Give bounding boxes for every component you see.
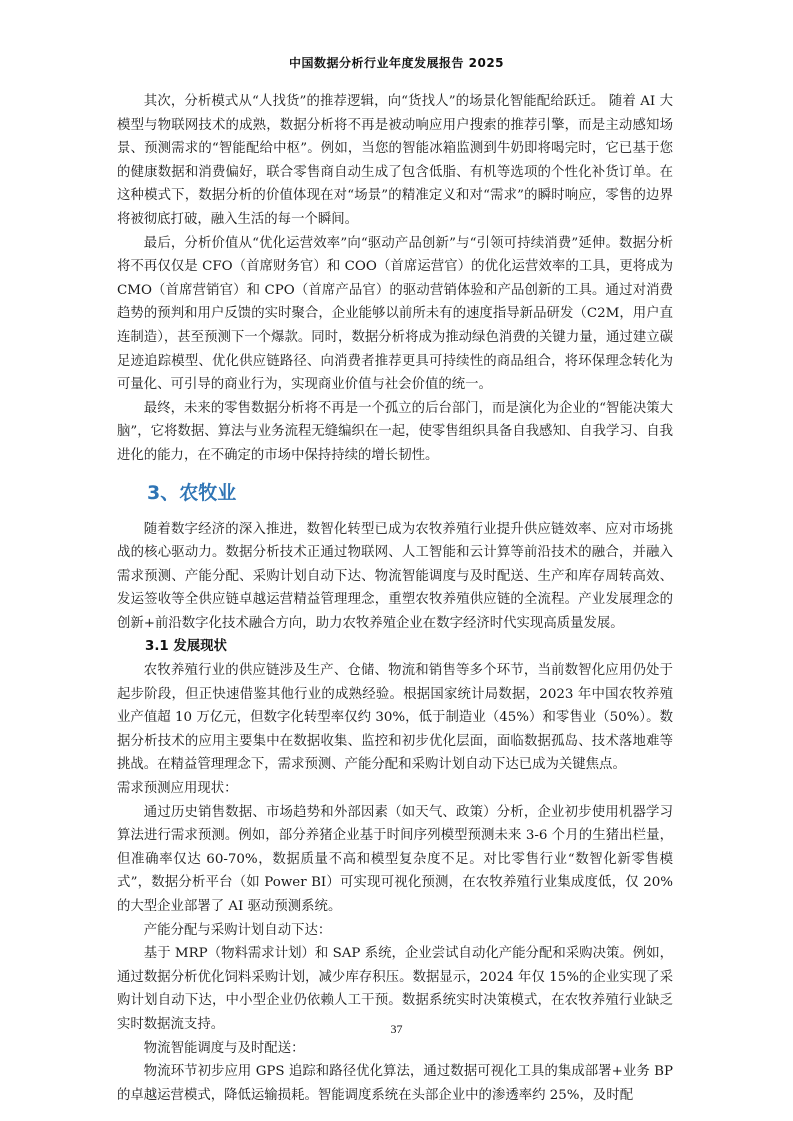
section-heading-agriculture: 3、农牧业 [147, 481, 237, 504]
paragraph-capacity-procurement: 基于 MRP（物料需求计划）和 SAP 系统，企业尝试自动化产能分配和采购决策。例如，通过数据分析优化饲料采购计划，减少库存积压。数据显示，2024 年仅 15%的企业实现了采购计划自动下达，中小型企业仍依赖人工干预。数据系统实时决策模式，在农牧养殖行业缺乏实时数据流支持。 [117, 946, 673, 1032]
paragraph-conclusion: 最终，未来的零售数据分析将不再是一个孤立的后台部门，而是演化为企业的“智能决策大脑”，它将数据、算法与业务流程无缝编织在一起，使零售组织具备自我感知、自我学习、自我进化的能力，在不确定的市场中保持持续的增长韧性。 [117, 400, 673, 463]
page-header-title: 中国数据分析行业年度发展报告 2025 [288, 56, 505, 70]
paragraph-analysis-value: 最后，分析价值从“优化运营效率”向“驱动产品创新”与“引领可持续消费”延伸。数据分析将不再仅仅是 CFO（首席财务官）和 COO（首席运营官）的优化运营效率的工具，更将成为 CMO（首席营销官）和 CPO（首席产品官）的驱动营销体验和产品创新的工具。通过对消费趋势的预判和用户反馈的实时聚合，企业能够以前所未有的速度指导新品研发（C2M，用户直连制造），甚至预测下一个爆款。同时，数据分析将成为推动绿色消费的关键力量，通过建立碳足迹追踪模型、优化供应链路径、向消费者推荐更具可持续性的商品组合，将环保理念转化为可量化、可引导的商业行为，实现商业价值与社会价值的统一。 [117, 235, 673, 393]
paragraph-logistics: 物流环节初步应用 GPS 追踪和路径优化算法，通过数据可视化工具的集成部署+业务 BP 的卓越运营模式，降低运输损耗。智能调度系统在头部企业中的渗透率约 25%，及时配 [117, 1064, 673, 1103]
label-demand-forecast: 需求预测应用现状： [117, 781, 238, 797]
paragraph-demand-forecast: 通过历史销售数据、市场趋势和外部因素（如天气、政策）分析，企业初步使用机器学习算法进行需求预测。例如，部分养猪企业基于时间序列模型预测未来 3-6 个月的生猪出栏量，但准确率仅达 60-70%，数据质量不高和模型复杂度不足。对比零售行业“数智化新零售模式”，数据分析平台（如 Power BI）可实现可视化预测，在农牧养殖行业集成度低，仅 20%的大型企业部署了 AI 驱动预测系统。 [117, 804, 673, 914]
label-logistics: 物流智能调度与及时配送： [143, 1040, 305, 1056]
page-number: 37 [390, 1022, 403, 1036]
paragraph-analysis-mode: 其次，分析模式从“人找货”的推荐逻辑，向“货找人”的场景化智能配给跃迁。 随着 AI 大模型与物联网技术的成熟，数据分析将不再是被动响应用户搜索的推荐引擎，而是主动感知场景、预测需求的“智能配给中枢”。例如，当您的智能冰箱监测到牛奶即将喝完时，它已基于您的健康数据和消费偏好，联合零售商自动生成了包含低脂、有机等选项的个性化补货订单。在这种模式下，数据分析的价值体现在对“场景”的精准定义和对“需求”的瞬时响应，零售的边界将被彻底打破，融入生活的每一个瞬间。 [117, 94, 673, 227]
paragraph-section-intro: 随着数字经济的深入推进，数智化转型已成为农牧养殖行业提升供应链效率、应对市场挑战的核心驱动力。数据分析技术正通过物联网、人工智能和云计算等前沿技术的融合，并融入需求预测、产能分配、采购计划自动下达、物流智能调度与及时配送、生产和库存周转高效、发运签收等全供应链卓越运营精益管理理念，重塑农牧养殖供应链的全流程。产业发展理念的创新+前沿数字化技术融合方向，助力农牧养殖企业在数字经济时代实现高质量发展。 [117, 521, 673, 631]
label-capacity-procurement: 产能分配与采购计划自动下达： [143, 922, 332, 938]
subsection-heading-status: 3.1 发展现状 [145, 639, 227, 655]
page-content [117, 90, 673, 1107]
paragraph-status-overview: 农牧养殖行业的供应链涉及生产、仓储、物流和销售等多个环节，当前数智化应用仍处于起步阶段，但正快速借鉴其他行业的成熟经验。根据国家统计局数据，2023 年中国农牧养殖业产值超 10 万亿元，但数字化转型率仅约 30%，低于制造业（45%）和零售业（50%）。数据分析技术的应用主要集中在数据收集、监控和初步优化层面，面临数据孤岛、技术落地难等挑战。在精益管理理念下，需求预测、产能分配和采购计划自动下达已成为关键焦点。 [117, 663, 673, 773]
